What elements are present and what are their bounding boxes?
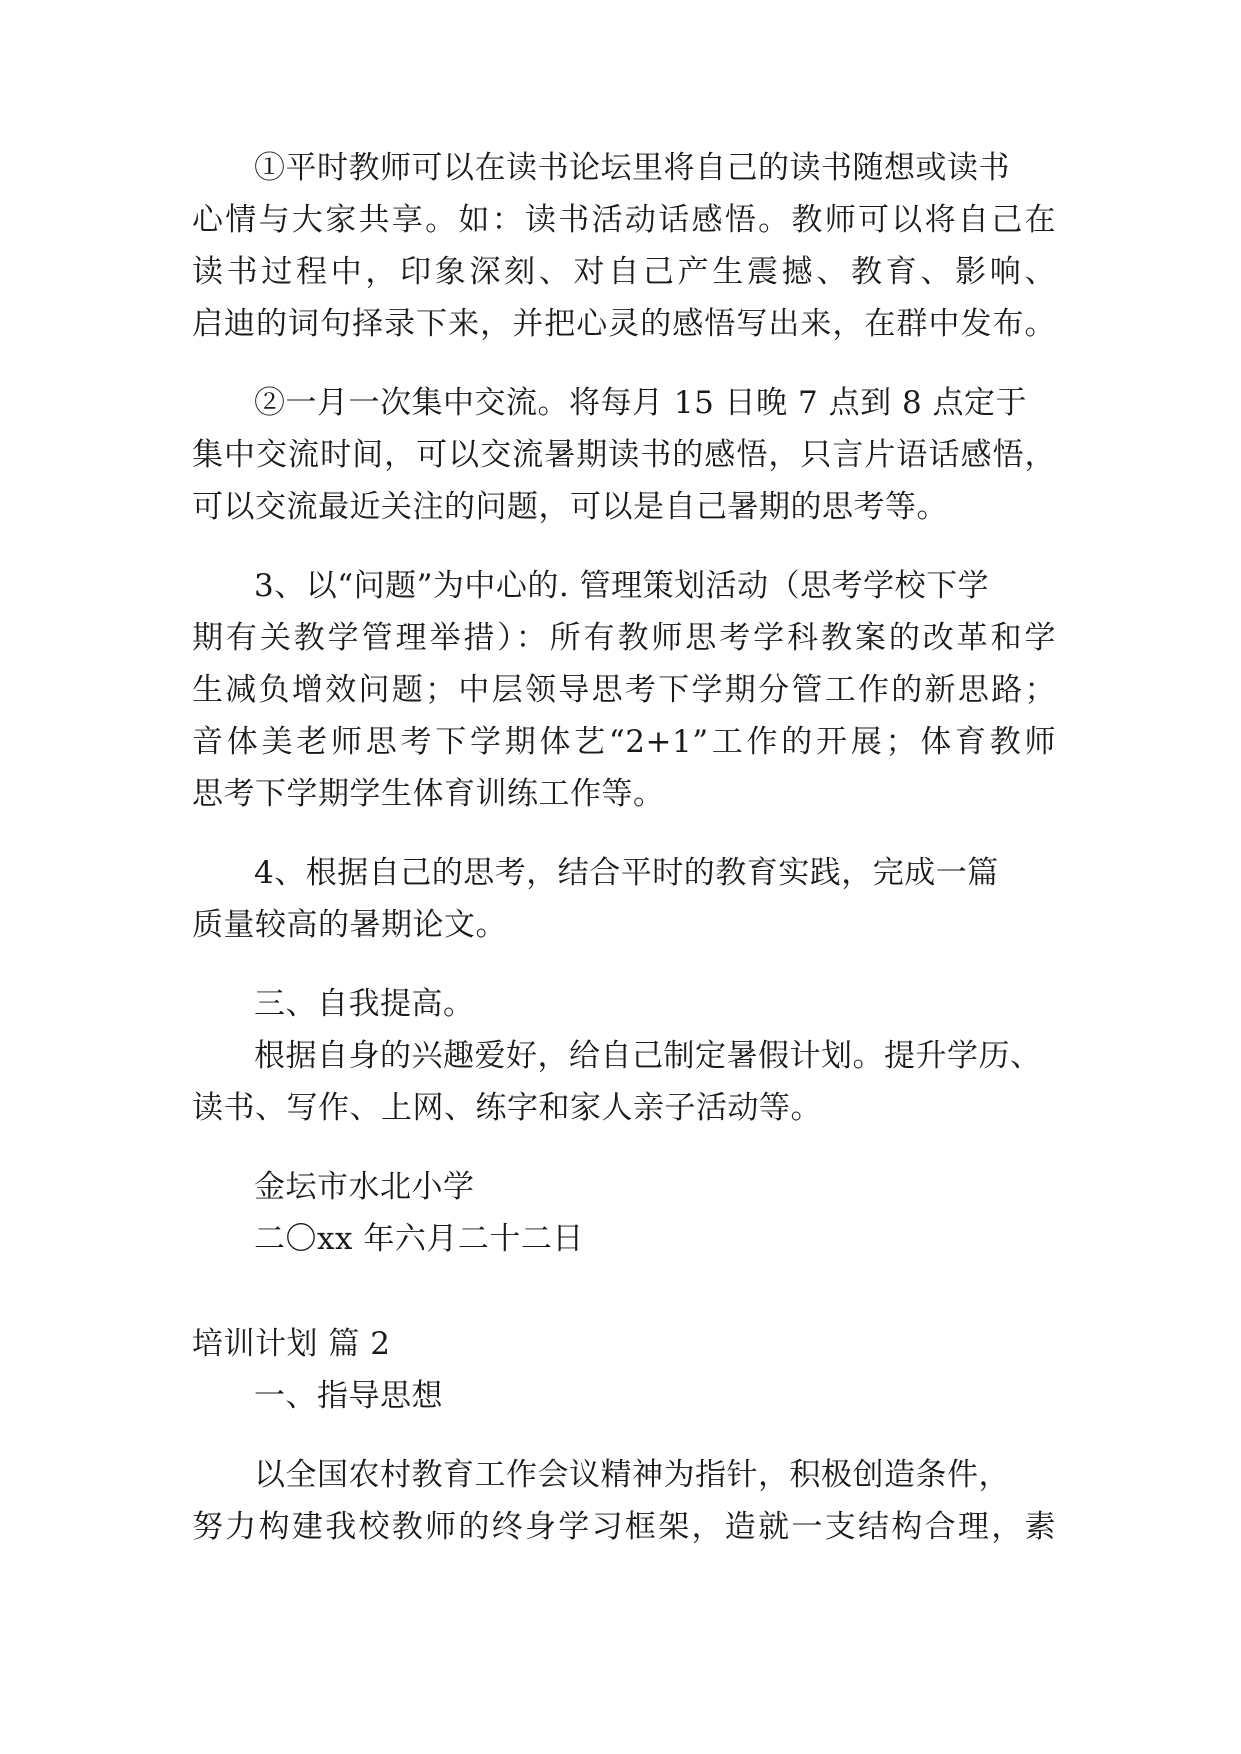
section-heading: 三、自我提高。 (254, 986, 475, 1022)
document-title: 培训计划 篇 2 (192, 1326, 391, 1362)
paragraph-line: 4、根据自己的思考，结合平时的教育实践，完成一篇 (254, 855, 999, 891)
paragraph-line: ①平时教师可以在读书论坛里将自己的读书随想或读书 (254, 150, 1010, 186)
paragraph-line: 可以交流最近关注的问题，可以是自己暑期的思考等。 (192, 489, 948, 525)
paragraph-line: 努力构建我校教师的终身学习框架，造就一支结构合理，素 (192, 1509, 1056, 1545)
paragraph-line: 读书过程中，印象深刻、对自己产生震撼、教育、影响、 (192, 254, 1056, 290)
paragraph-line: 启迪的词句择录下来，并把心灵的感悟写出来，在群中发布。 (192, 306, 1056, 342)
paragraph-line: 期有关教学管理举措）：所有教师思考学科教案的改革和学 (192, 620, 1056, 656)
paragraph-line: 3、以“问题”为中心的. 管理策划活动（思考学校下学 (254, 568, 990, 604)
paragraph-line: 读书、写作、上网、练字和家人亲子活动等。 (192, 1090, 822, 1126)
paragraph-line: 音体美老师思考下学期体艺“2+1”工作的开展；体育教师 (192, 724, 1056, 760)
paragraph-line: 生减负增效问题；中层领导思考下学期分管工作的新思路； (192, 672, 1056, 708)
signature-school: 金坛市水北小学 (254, 1169, 475, 1205)
paragraph-line: 集中交流时间，可以交流暑期读书的感悟，只言片语话感悟， (192, 437, 1056, 473)
signature-date: 二〇xx 年六月二十二日 (254, 1221, 584, 1257)
paragraph-line: 心情与大家共享。如：读书活动话感悟。教师可以将自己在 (192, 202, 1056, 238)
paragraph-line: 以全国农村教育工作会议精神为指针，积极创造条件， (254, 1457, 1010, 1493)
paragraph-line: ②一月一次集中交流。将每月 15 日晚 7 点到 8 点定于 (254, 385, 1028, 421)
paragraph-line: 思考下学期学生体育训练工作等。 (192, 776, 665, 812)
paragraph-line: 根据自身的兴趣爱好，给自己制定暑假计划。提升学历、 (254, 1038, 1042, 1074)
section-heading: 一、指导思想 (254, 1378, 443, 1414)
paragraph-line: 质量较高的暑期论文。 (192, 907, 507, 943)
